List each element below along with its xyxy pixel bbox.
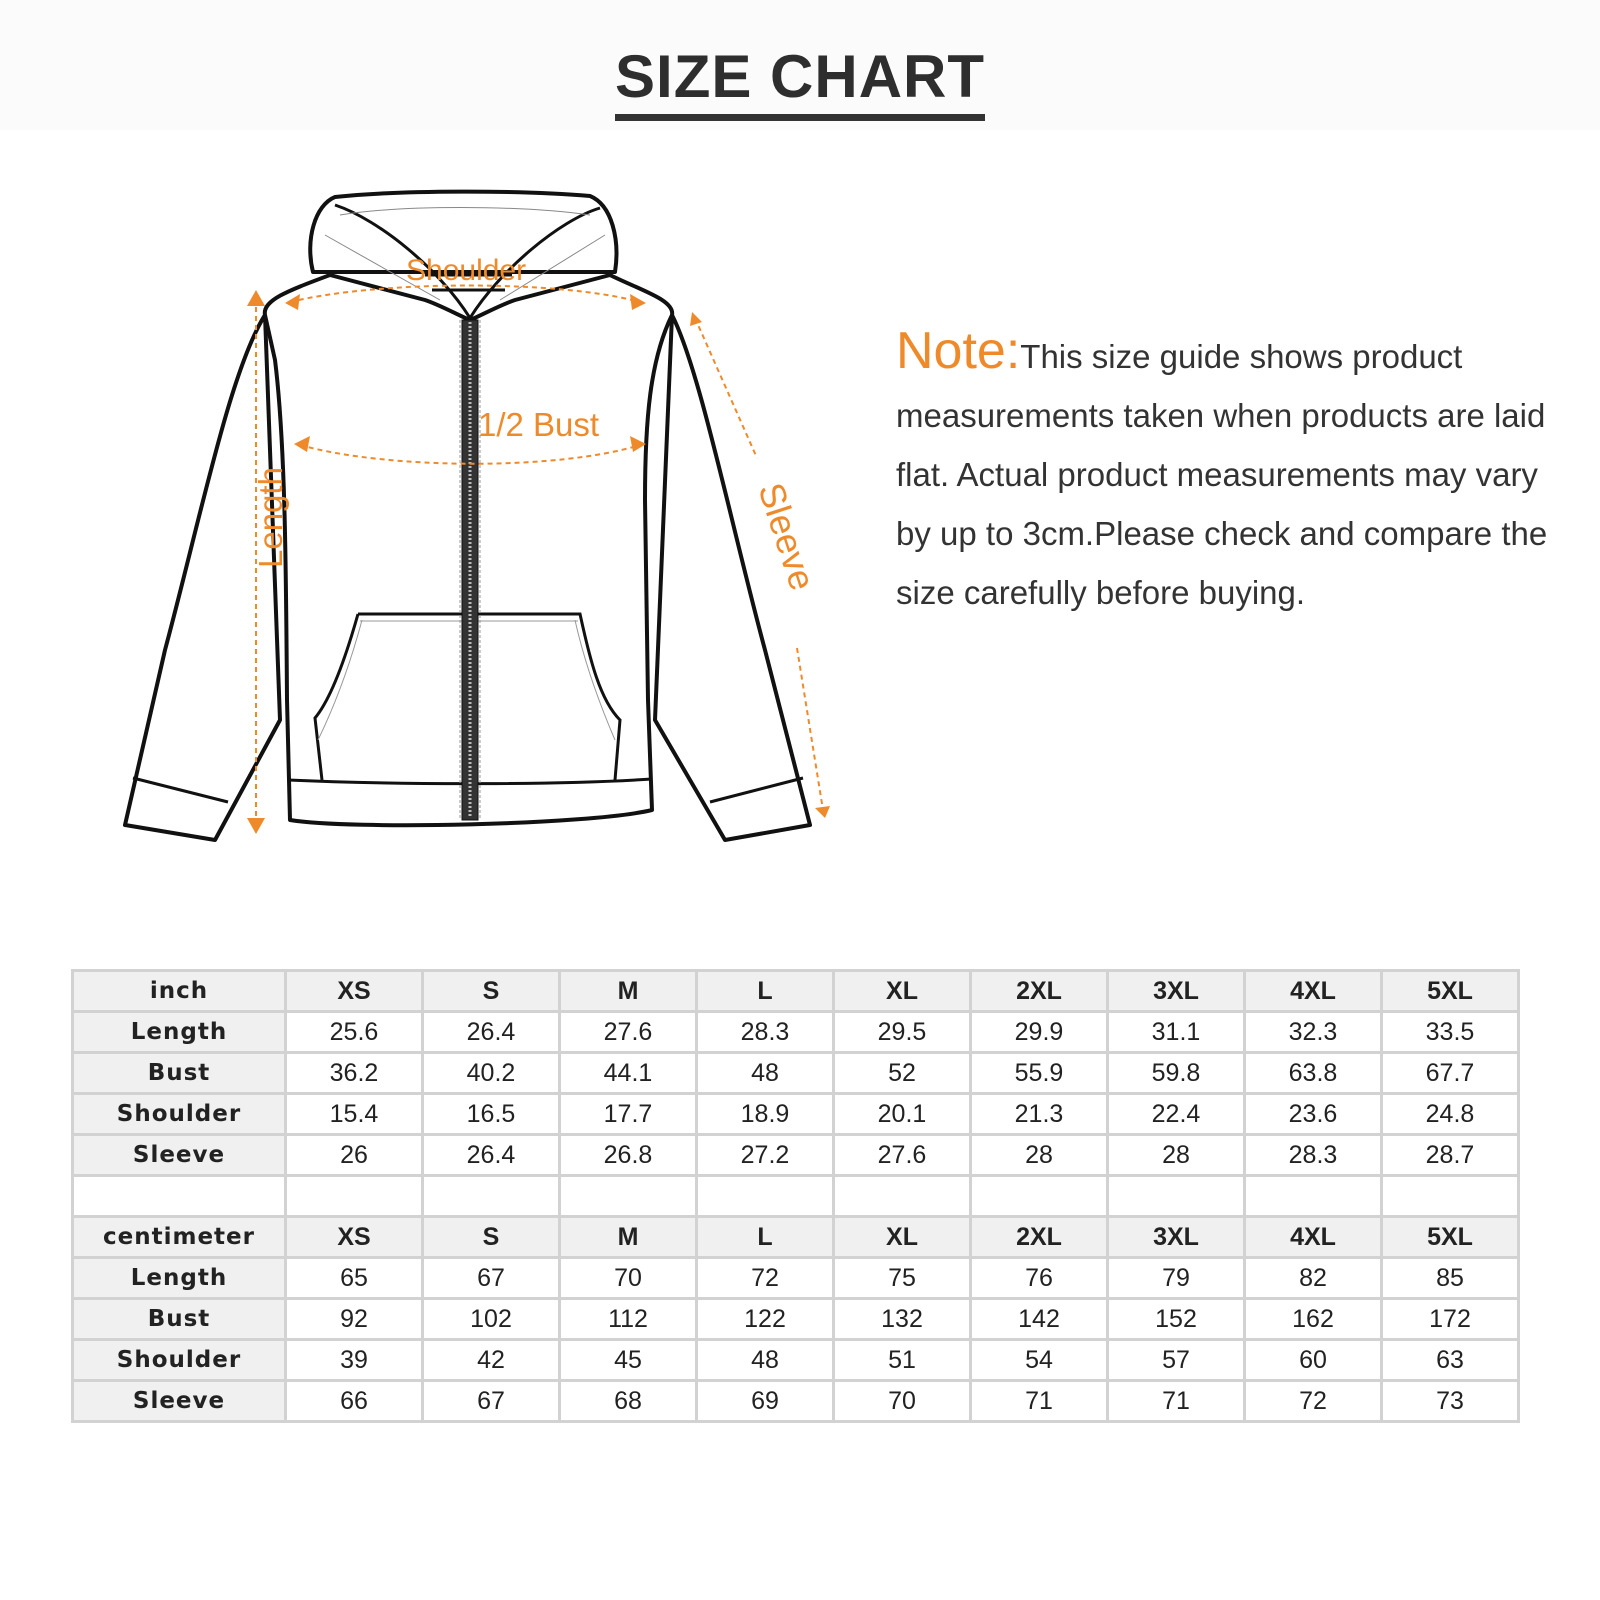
unit-label: inch — [73, 971, 286, 1012]
measurement-value: 31.1 — [1108, 1012, 1245, 1053]
measurement-value: 73 — [1382, 1381, 1519, 1422]
size-note — [896, 322, 1576, 622]
length-label: Length — [252, 467, 289, 568]
arrow-icon — [815, 806, 830, 818]
measurement-value: 51 — [834, 1340, 971, 1381]
sleeve-label: Sleeve — [750, 477, 824, 596]
size-header: 3XL — [1108, 971, 1245, 1012]
measurement-value: 65 — [286, 1258, 423, 1299]
unit-label: centimeter — [73, 1217, 286, 1258]
measurement-value: 59.8 — [1108, 1053, 1245, 1094]
measurement-value: 102 — [423, 1299, 560, 1340]
size-header: M — [560, 1217, 697, 1258]
measurement-value: 72 — [697, 1258, 834, 1299]
size-header: XL — [834, 971, 971, 1012]
measurement-value: 24.8 — [1382, 1094, 1519, 1135]
measurement-value: 112 — [560, 1299, 697, 1340]
measurement-value: 55.9 — [971, 1053, 1108, 1094]
measurement-value: 25.6 — [286, 1012, 423, 1053]
empty-cell — [971, 1176, 1108, 1217]
size-header: 2XL — [971, 971, 1108, 1012]
measurement-value: 67.7 — [1382, 1053, 1519, 1094]
measurement-value: 27.6 — [560, 1012, 697, 1053]
size-header: L — [697, 1217, 834, 1258]
measurement-value: 142 — [971, 1299, 1108, 1340]
table-row — [73, 1258, 1519, 1299]
measurement-value: 67 — [423, 1381, 560, 1422]
measurement-value: 45 — [560, 1340, 697, 1381]
measurement-value: 26.4 — [423, 1135, 560, 1176]
measurement-value: 22.4 — [1108, 1094, 1245, 1135]
empty-cell — [834, 1176, 971, 1217]
measurement-value: 17.7 — [560, 1094, 697, 1135]
table-row — [73, 1340, 1519, 1381]
measurement-value: 23.6 — [1245, 1094, 1382, 1135]
measurement-value: 132 — [834, 1299, 971, 1340]
measurement-value: 70 — [560, 1258, 697, 1299]
size-table-container — [71, 969, 1520, 1423]
page-title-text: SIZE CHART — [615, 42, 985, 121]
table-row — [73, 1381, 1519, 1422]
measurement-value: 68 — [560, 1381, 697, 1422]
empty-cell — [697, 1176, 834, 1217]
measurement-value: 26.8 — [560, 1135, 697, 1176]
measurement-value: 36.2 — [286, 1053, 423, 1094]
measurement-value: 44.1 — [560, 1053, 697, 1094]
empty-cell — [73, 1176, 286, 1217]
measurement-value: 32.3 — [1245, 1012, 1382, 1053]
size-header: S — [423, 1217, 560, 1258]
empty-cell — [560, 1176, 697, 1217]
table-header-row — [73, 971, 1519, 1012]
page-title — [0, 42, 1600, 121]
empty-cell — [423, 1176, 560, 1217]
measurement-label: Length — [73, 1258, 286, 1299]
measurement-value: 27.6 — [834, 1135, 971, 1176]
size-header: S — [423, 971, 560, 1012]
measurement-value: 18.9 — [697, 1094, 834, 1135]
measurement-value: 72 — [1245, 1381, 1382, 1422]
measurement-value: 67 — [423, 1258, 560, 1299]
measurement-value: 76 — [971, 1258, 1108, 1299]
measurement-value: 28 — [971, 1135, 1108, 1176]
size-header: 3XL — [1108, 1217, 1245, 1258]
measurement-value: 27.2 — [697, 1135, 834, 1176]
measurement-value: 40.2 — [423, 1053, 560, 1094]
empty-cell — [1108, 1176, 1245, 1217]
measurement-value: 71 — [971, 1381, 1108, 1422]
measurement-value: 82 — [1245, 1258, 1382, 1299]
measurement-value: 172 — [1382, 1299, 1519, 1340]
measurement-value: 57 — [1108, 1340, 1245, 1381]
measurement-value: 69 — [697, 1381, 834, 1422]
table-header-row — [73, 1217, 1519, 1258]
measurement-value: 122 — [697, 1299, 834, 1340]
size-header: 4XL — [1245, 1217, 1382, 1258]
measurement-value: 70 — [834, 1381, 971, 1422]
measurement-value: 28.7 — [1382, 1135, 1519, 1176]
measurement-value: 42 — [423, 1340, 560, 1381]
measurement-value: 79 — [1108, 1258, 1245, 1299]
measurement-value: 33.5 — [1382, 1012, 1519, 1053]
note-text: This size guide shows product measurements taken when products are laid flat. Actual product measurements may vary by up to 3cm.Please check and compare the size carefully before buying. — [896, 338, 1548, 611]
empty-cell — [1382, 1176, 1519, 1217]
measurement-label: Shoulder — [73, 1340, 286, 1381]
measurement-value: 21.3 — [971, 1094, 1108, 1135]
measurement-value: 48 — [697, 1340, 834, 1381]
measurement-label: Bust — [73, 1299, 286, 1340]
hoodie-diagram — [110, 180, 840, 850]
measurement-value: 92 — [286, 1299, 423, 1340]
measurement-value: 29.9 — [971, 1012, 1108, 1053]
size-header: L — [697, 971, 834, 1012]
measurement-value: 52 — [834, 1053, 971, 1094]
arrow-icon — [247, 818, 265, 834]
table-spacer-row — [73, 1176, 1519, 1217]
size-table — [71, 969, 1520, 1423]
measurement-value: 152 — [1108, 1299, 1245, 1340]
table-row — [73, 1135, 1519, 1176]
measurement-value: 15.4 — [286, 1094, 423, 1135]
measurement-label: Sleeve — [73, 1135, 286, 1176]
arrow-icon — [247, 290, 265, 306]
arrow-icon — [690, 312, 702, 326]
table-row — [73, 1012, 1519, 1053]
measurement-label: Bust — [73, 1053, 286, 1094]
measurement-value: 60 — [1245, 1340, 1382, 1381]
table-row — [73, 1299, 1519, 1340]
size-header: 2XL — [971, 1217, 1108, 1258]
measurement-value: 63 — [1382, 1340, 1519, 1381]
measurement-value: 28.3 — [1245, 1135, 1382, 1176]
measurement-value: 66 — [286, 1381, 423, 1422]
measurement-value: 85 — [1382, 1258, 1519, 1299]
measurement-value: 71 — [1108, 1381, 1245, 1422]
measurement-value: 28.3 — [697, 1012, 834, 1053]
table-row — [73, 1094, 1519, 1135]
size-header: XS — [286, 1217, 423, 1258]
size-header: 5XL — [1382, 971, 1519, 1012]
measurement-value: 29.5 — [834, 1012, 971, 1053]
measurement-label: Length — [73, 1012, 286, 1053]
measurement-value: 26.4 — [423, 1012, 560, 1053]
note-label: Note: — [896, 322, 1021, 380]
size-header: XS — [286, 971, 423, 1012]
measurement-value: 26 — [286, 1135, 423, 1176]
measurement-label: Shoulder — [73, 1094, 286, 1135]
size-header: M — [560, 971, 697, 1012]
empty-cell — [286, 1176, 423, 1217]
shoulder-label: Shoulder — [406, 254, 527, 287]
empty-cell — [1245, 1176, 1382, 1217]
bust-label: 1/2 Bust — [478, 406, 600, 443]
measurement-value: 48 — [697, 1053, 834, 1094]
measurement-value: 16.5 — [423, 1094, 560, 1135]
measurement-value: 39 — [286, 1340, 423, 1381]
table-row — [73, 1053, 1519, 1094]
size-header: 4XL — [1245, 971, 1382, 1012]
measurement-value: 20.1 — [834, 1094, 971, 1135]
measurement-value: 28 — [1108, 1135, 1245, 1176]
size-header: XL — [834, 1217, 971, 1258]
size-header: 5XL — [1382, 1217, 1519, 1258]
measurement-value: 162 — [1245, 1299, 1382, 1340]
measurement-value: 54 — [971, 1340, 1108, 1381]
measurement-value: 75 — [834, 1258, 971, 1299]
measurement-value: 63.8 — [1245, 1053, 1382, 1094]
measurement-label: Sleeve — [73, 1381, 286, 1422]
